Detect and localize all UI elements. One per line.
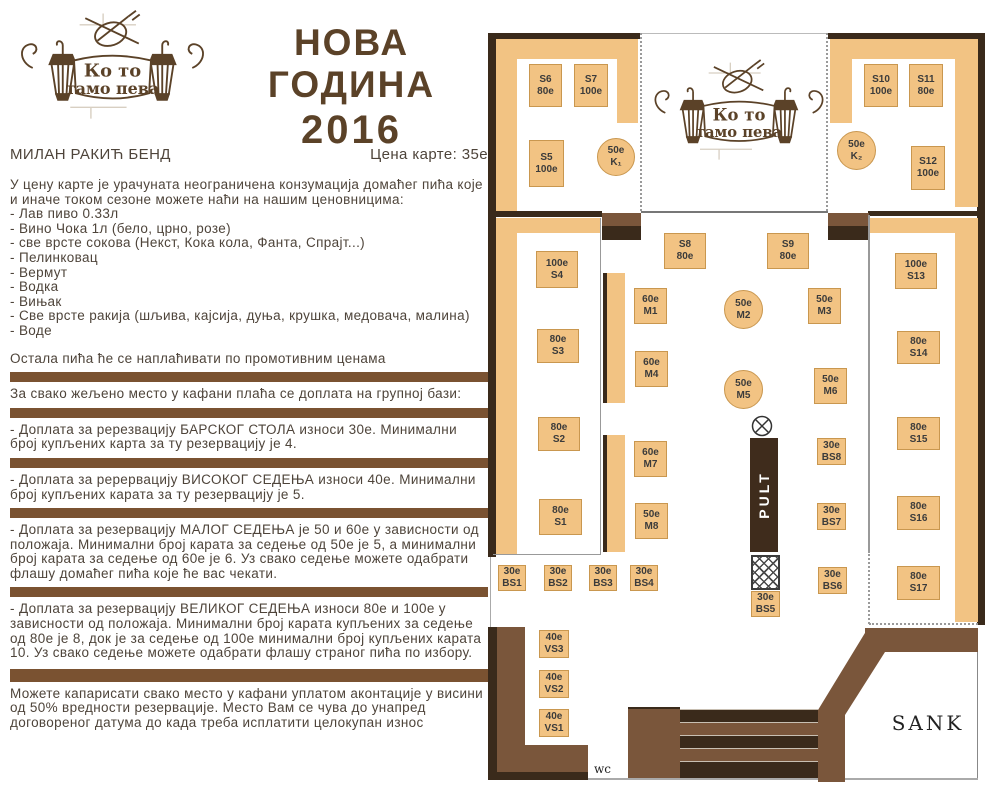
ticket-price: Цена карте: 35е xyxy=(370,146,488,163)
dotted-partition xyxy=(640,33,642,211)
table-label: M5 xyxy=(736,389,751,401)
table-S6 xyxy=(529,64,562,107)
table-S13 xyxy=(895,253,937,289)
deposit-note: Можете капарисати свако место у кафани уплатом аконтације у висини од 50% вредности резервације. Место Вам се чува до унапред договореног датума до када треба исплатити целокупан износ xyxy=(10,685,484,731)
wall-segment xyxy=(977,33,985,625)
bench-band xyxy=(617,39,638,123)
table-label: 80e xyxy=(910,335,927,347)
table-S16 xyxy=(897,496,940,530)
table-label: S7 xyxy=(584,73,598,85)
table-label: 100e xyxy=(916,168,940,179)
table-M3 xyxy=(808,288,841,324)
table-label: BS8 xyxy=(821,451,842,463)
drink-item: - Водка xyxy=(10,279,59,295)
table-label: 80e xyxy=(549,334,567,346)
table-label: S5 xyxy=(540,151,553,163)
table-label: S3 xyxy=(551,346,565,357)
table-label: 100e xyxy=(904,259,928,271)
table-BS4 xyxy=(630,565,658,591)
bench-band xyxy=(955,39,978,207)
table-BS1 xyxy=(498,565,526,591)
intro-paragraph: У цену карте је урачуната неограничена конзумација домаћег пића које и иначе током сезоне можете наћи на нашим ценовницима: xyxy=(10,177,483,207)
surcharge-bar-table: - Доплата за ререзвацију БАРСКОГ СТОЛА износи 30е. Минимални број купљених карта за ту резервацију је 4. xyxy=(10,421,457,452)
drink-item: - све врсте сокова (Некст, Кока кола, Фанта, Спрајт...) xyxy=(10,235,366,251)
room-outline xyxy=(493,554,601,555)
event-title-line1: НОВА ГОДИНА xyxy=(267,22,436,105)
table-M1 xyxy=(634,288,667,324)
table-label: 80e xyxy=(910,501,927,513)
table-S14 xyxy=(897,331,940,364)
bench-pillar xyxy=(603,273,625,403)
bar-stool-icon xyxy=(751,415,773,437)
table-label: 100e xyxy=(579,85,603,97)
stage-edge xyxy=(641,211,828,213)
table-label: K₁ xyxy=(610,157,622,168)
table-label: M7 xyxy=(643,459,658,470)
table-label: 50e xyxy=(735,377,752,389)
table-S15 xyxy=(897,417,940,450)
surcharge-large-seating: - Доплата за резервацију ВЕЛИКОГ СЕДЕЊА износи 80е и 100е у зависности од положаја. Минимални број карата купљених за седење од 80е је 8, док је за седење од 100е минимални број купљених карата 10. Уз свако седење можете одабрати флашу страног пића по избору. xyxy=(10,601,482,661)
table-label: VS3 xyxy=(544,644,564,655)
corner-bench xyxy=(497,745,588,772)
surcharge-intro: За свако жељено место у кафани плаћа се доплата на групној бази: xyxy=(10,386,462,402)
table-M2 xyxy=(724,290,763,329)
table-label: 50e xyxy=(735,297,752,309)
stage-edge xyxy=(641,33,827,34)
table-label: M6 xyxy=(823,386,838,397)
hatched-area xyxy=(751,555,780,590)
table-label: 30e xyxy=(824,568,841,580)
table-S4 xyxy=(536,251,578,288)
table-label: M3 xyxy=(817,306,832,317)
table-S12 xyxy=(911,146,945,190)
table-K1 xyxy=(597,138,635,176)
table-BS5 xyxy=(751,591,780,617)
table-label: BS2 xyxy=(548,578,568,589)
table-label: S6 xyxy=(539,73,552,85)
table-S11 xyxy=(909,64,943,107)
table-label: 80e xyxy=(779,251,797,262)
table-label: S16 xyxy=(909,513,928,524)
table-BS8 xyxy=(817,438,846,465)
bench-band xyxy=(830,39,852,123)
drink-item: - Лав пиво 0.33л xyxy=(10,206,119,222)
surcharge-high-seating: - Доплата за рерервацију ВИСОКОГ СЕДЕЊА износи 40е. Минимални број купљених карата за ту резервацију је 5. xyxy=(10,471,476,502)
table-label: M4 xyxy=(644,369,659,380)
table-label: K₂ xyxy=(850,150,863,162)
table-label: 80e xyxy=(537,85,554,97)
table-VS1 xyxy=(539,709,569,737)
surcharge-small-seating: - Доплата за резервацију МАЛОГ СЕДЕЊА је 50 и 60е у зависности од положаја. Минимални број карата за седење од 50е је 5, а минимални број карата за седење од 60е је 6. Уз свако седење можете одабрати флашу домаћег пића које ће вас чекати. xyxy=(10,522,479,581)
bench-band xyxy=(496,218,517,554)
table-label: S2 xyxy=(552,434,566,445)
table-S5 xyxy=(529,140,564,187)
table-label: 50e xyxy=(643,509,660,521)
table-label: S14 xyxy=(909,347,928,359)
table-S2 xyxy=(538,417,580,451)
bar-counter xyxy=(750,438,778,552)
table-label: 30e xyxy=(823,439,840,451)
wall-segment xyxy=(868,211,980,216)
drink-item: - Пелинковац xyxy=(10,249,98,265)
promo-note: Остала пића ће се наплаћивати по промотивним ценама xyxy=(10,350,386,366)
table-label: BS5 xyxy=(755,604,776,615)
table-M8 xyxy=(635,503,668,539)
sank-room-label: SANK xyxy=(891,711,965,735)
bench-edge xyxy=(490,772,588,780)
stair-step xyxy=(680,722,818,735)
bench-band xyxy=(496,39,517,211)
table-label: 80e xyxy=(910,571,927,583)
table-label: 40e xyxy=(545,672,563,684)
table-M6 xyxy=(814,368,847,404)
table-label: 80e xyxy=(550,422,568,434)
doorway-block xyxy=(602,226,641,240)
table-BS2 xyxy=(544,565,572,591)
event-title-line2: 2016 xyxy=(301,108,402,152)
table-M5 xyxy=(724,370,763,409)
table-BS7 xyxy=(817,503,846,530)
table-label: S8 xyxy=(678,239,692,251)
table-label: 80e xyxy=(910,421,927,433)
table-label: 80e xyxy=(676,251,694,262)
table-BS3 xyxy=(589,565,617,591)
table-label: 30e xyxy=(594,566,612,578)
table-label: 50e xyxy=(816,294,833,306)
table-VS3 xyxy=(539,630,569,658)
dotted-partition xyxy=(869,623,978,625)
table-label: 30e xyxy=(757,592,774,604)
drink-item: - Вермут xyxy=(10,264,68,280)
table-label: BS4 xyxy=(634,578,654,589)
table-label: S11 xyxy=(917,73,935,85)
drink-item: - Воде xyxy=(10,322,52,338)
table-label: VS1 xyxy=(544,723,564,734)
table-M4 xyxy=(635,351,668,387)
drink-item: - Вино Чока 1л (бело, црно, розе) xyxy=(10,220,231,236)
table-S1 xyxy=(539,499,582,535)
table-label: 50e xyxy=(822,374,839,386)
table-label: BS1 xyxy=(502,578,522,589)
table-label: S9 xyxy=(781,239,795,251)
doorway-block xyxy=(828,226,869,240)
table-S3 xyxy=(537,329,579,363)
table-label: BS6 xyxy=(822,580,843,592)
wall-segment xyxy=(492,211,602,217)
table-label: 80e xyxy=(917,85,935,97)
table-BS6 xyxy=(818,567,847,594)
bench-band xyxy=(955,218,978,622)
table-label: S10 xyxy=(872,73,890,85)
table-M7 xyxy=(634,441,667,477)
drink-item: - Све врсте ракија (шљива, кајсија, дуња, крушка, медовача, малина) xyxy=(10,308,470,324)
table-label: M8 xyxy=(644,521,659,532)
stair-step xyxy=(680,748,818,761)
table-label: S13 xyxy=(907,271,925,282)
logo-line2: тамо пева xyxy=(695,124,783,142)
table-label: VS2 xyxy=(544,684,564,695)
logo-line2: тамо пева xyxy=(65,79,160,99)
stair-step xyxy=(680,735,818,748)
table-K2 xyxy=(837,131,876,170)
dotted-partition xyxy=(868,551,870,624)
table-S8 xyxy=(664,233,706,269)
table-label: 60e xyxy=(642,447,659,459)
room-outline xyxy=(588,778,978,780)
logo-line1: Ко то xyxy=(712,105,766,125)
table-label: 100e xyxy=(869,85,893,97)
table-S9 xyxy=(767,233,809,269)
stairs-landing xyxy=(628,707,680,778)
room-outline xyxy=(600,218,601,555)
wall-segment xyxy=(865,628,978,652)
table-label: M1 xyxy=(643,306,658,317)
table-label: 30e xyxy=(635,566,653,578)
stage-logo-icon xyxy=(648,48,830,176)
table-label: 80e xyxy=(552,505,569,517)
table-label: 50e xyxy=(607,145,625,157)
table-label: BS3 xyxy=(593,578,613,589)
table-label: S15 xyxy=(909,433,928,445)
table-label: 40e xyxy=(545,711,563,723)
bar-counter-label: PULT xyxy=(756,471,773,519)
band-name: МИЛАН РАКИЋ БЕНД xyxy=(10,146,171,163)
room-outline xyxy=(868,215,870,551)
table-S17 xyxy=(897,566,940,600)
table-label: 50e xyxy=(848,138,865,150)
table-VS2 xyxy=(539,670,569,698)
bench-edge xyxy=(490,627,497,780)
stair-step xyxy=(680,761,818,778)
table-label: 30e xyxy=(823,504,840,516)
logo-line1: Ко то xyxy=(83,60,142,82)
table-label: 30e xyxy=(503,566,521,578)
wall-segment xyxy=(488,33,496,557)
table-label: S17 xyxy=(909,583,928,594)
table-label: 60e xyxy=(643,357,660,369)
table-label: 100e xyxy=(545,257,569,269)
bench-pillar xyxy=(603,435,625,552)
doorway-block xyxy=(828,213,869,226)
doorway-block xyxy=(602,213,641,226)
room-outline xyxy=(490,557,491,627)
table-label: S4 xyxy=(550,269,564,281)
table-label: 100e xyxy=(535,163,558,175)
table-S10 xyxy=(864,64,898,107)
table-S7 xyxy=(574,64,608,107)
wc-label: wc xyxy=(594,762,611,776)
stair-step xyxy=(680,709,818,722)
table-label: S12 xyxy=(919,156,937,168)
drink-item: - Вињак xyxy=(10,293,62,309)
table-label: 40e xyxy=(545,632,563,644)
table-label: 60e xyxy=(642,294,659,306)
table-label: 30e xyxy=(549,566,567,578)
table-label: M2 xyxy=(736,309,751,321)
table-label: S1 xyxy=(554,517,567,528)
table-label: BS7 xyxy=(821,516,842,528)
